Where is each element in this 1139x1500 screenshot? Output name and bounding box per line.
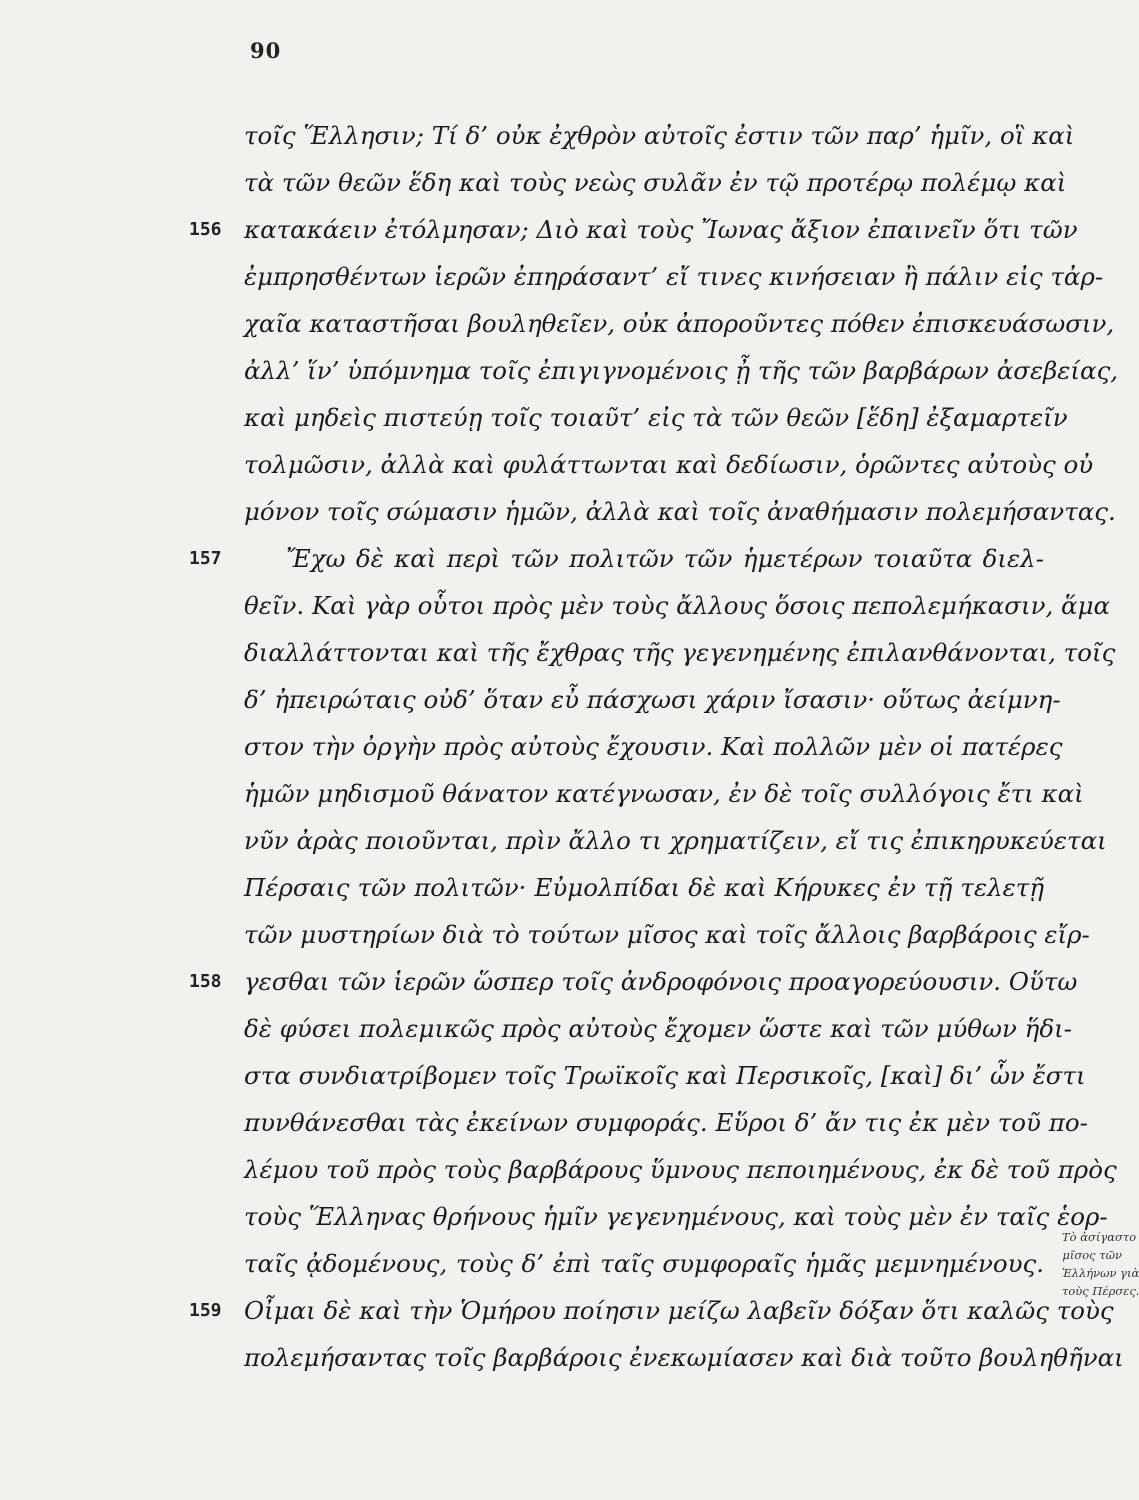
section-number [189, 1197, 235, 1237]
text-line: κατακάειν ἐτόλμησαν; Διὸ καὶ τοὺς Ἴωνας ἄξιον ἐπαινεῖν ὅτι τῶν [244, 215, 1078, 244]
section-number [189, 586, 235, 626]
text-line: ἀλλ’ ἵν’ ὑπόμνημα τοῖς ἐπιγιγνομένοις ᾖ τῆς τῶν βαρβάρων ἀσεβείας, [244, 356, 1119, 385]
text-line: πυνθάνεσθαι τὰς ἐκείνων συμφοράς. Εὕροι δ’ ἄν τις ἐκ μὲν τοῦ πο- [244, 1108, 1088, 1137]
text-line: νῦν ἀρὰς ποιοῦνται, πρὶν ἄλλο τι χρηματίζειν, εἴ τις ἐπικηρυκεύεται [244, 826, 1107, 855]
margin-note-line: Τὸ ἀσίγαστο [1062, 1230, 1137, 1244]
section-number: 156 [189, 219, 222, 240]
margin-note-line: μῖσος τῶν [1062, 1248, 1122, 1262]
section-number [189, 1150, 235, 1190]
section-number [189, 163, 235, 203]
text-line: δ’ ἠπειρώταις οὐδ’ ὅταν εὖ πάσχωσι χάριν ἴσασιν· οὕτως ἀείμνη- [244, 685, 1061, 714]
text-line: λέμου τοῦ πρὸς τοὺς βαρβάρους ὕμνους πεποιημένους, ἐκ δὲ τοῦ πρὸς [244, 1155, 1117, 1184]
section-number [189, 774, 235, 814]
text-line: Ἔχω δὲ καὶ περὶ τῶν πολιτῶν τῶν ἡμετέρων τοιαῦτα διελ- [286, 544, 1044, 573]
section-number [189, 257, 235, 297]
text-line: μόνον τοῖς σώμασιν ἡμῶν, ἀλλὰ καὶ τοῖς ἀναθήμασιν πολεμήσαντας. [244, 497, 1116, 526]
text-line: χαῖα καταστῆσαι βουληθεῖεν, οὐκ ἀποροῦντες πόθεν ἐπισκευάσωσιν, [244, 309, 1115, 338]
text-line: διαλλάττονται καὶ τῆς ἔχθρας τῆς γεγενημένης ἐπιλανθάνονται, τοῖς [244, 638, 1116, 667]
text-line: τοῖς Ἕλλησιν; Τί δ’ οὐκ ἐχθρὸν αὐτοῖς ἐστιν τῶν παρ’ ἡμῖν, οἳ καὶ [244, 121, 1075, 150]
section-number [189, 915, 235, 955]
margin-note-line: τοὺς Πέρσες. [1062, 1284, 1139, 1298]
text-line: Πέρσαις τῶν πολιτῶν· Εὐμολπίδαι δὲ καὶ Κήρυκες ἐν τῇ τελετῇ [244, 873, 1044, 902]
text-line: τῶν μυστηρίων διὰ τὸ τούτων μῖσος καὶ τοῖς ἄλλοις βαρβάροις εἴρ- [244, 920, 1090, 949]
text-line: στον τὴν ὀργὴν πρὸς αὐτοὺς ἔχουσιν. Καὶ πολλῶν μὲν οἱ πατέρες [244, 732, 1063, 761]
text-line: ταῖς ᾀδομένους, τοὺς δ’ ἐπὶ ταῖς συμφοραῖς ἡμᾶς μεμνημένους. [244, 1249, 1044, 1278]
section-number [189, 1056, 235, 1096]
text-line: γεσθαι τῶν ἱερῶν ὥσπερ τοῖς ἀνδροφόνοις προαγορεύουσιν. Οὕτω [244, 967, 1078, 996]
section-number [189, 1103, 235, 1143]
text-line: καὶ μηδεὶς πιστεύῃ τοῖς τοιαῦτ’ εἰς τὰ τῶν θεῶν [ἕδη] ἐξαμαρτεῖν [244, 403, 1068, 432]
section-number: 158 [189, 971, 222, 992]
text-line: πολεμήσαντας τοῖς βαρβάροις ἐνεκωμίασεν καὶ διὰ τοῦτο βουληθῆναι [244, 1343, 1124, 1372]
text-line: ἐμπρησθέντων ἱερῶν ἐπηράσαντ’ εἴ τινες κινήσειαν ἢ πάλιν εἰς τἀρ- [244, 262, 1104, 291]
margin-note-line: Ἑλλήνων γιὰ [1062, 1266, 1139, 1280]
text-line: τὰ τῶν θεῶν ἕδη καὶ τοὺς νεὼς συλᾶν ἐν τῷ προτέρῳ πολέμῳ καὶ [244, 168, 1067, 197]
margin-note [1062, 1228, 1139, 1300]
section-number [189, 304, 235, 344]
text-line: δὲ φύσει πολεμικῶς πρὸς αὐτοὺς ἔχομεν ὥστε καὶ τῶν μύθων ἥδι- [244, 1014, 1072, 1043]
section-number: 159 [189, 1300, 222, 1321]
section-number [189, 727, 235, 767]
section-number: 157 [189, 548, 222, 569]
section-number [189, 116, 235, 156]
section-number [189, 1338, 235, 1378]
section-number [189, 680, 235, 720]
text-line: θεῖν. Καὶ γὰρ οὗτοι πρὸς μὲν τοὺς ἄλλους ὅσοις πεπολεμήκασιν, ἅμα [244, 591, 1111, 620]
section-number [189, 445, 235, 485]
section-number [189, 868, 235, 908]
text-line: στα συνδιατρίβομεν τοῖς Τρωϊκοῖς καὶ Περσικοῖς, [καὶ] δι’ ὧν ἔστι [244, 1061, 1086, 1090]
section-number [189, 1244, 235, 1284]
page-number: 90 [250, 38, 282, 63]
section-number [189, 1009, 235, 1049]
section-number [189, 633, 235, 673]
text-line: ἡμῶν μηδισμοῦ θάνατον κατέγνωσαν, ἐν δὲ τοῖς συλλόγοις ἔτι καὶ [244, 779, 1084, 808]
text-line: Οἶμαι δὲ καὶ τὴν Ὁμήρου ποίησιν μείζω λαβεῖν δόξαν ὅτι καλῶς τοὺς [244, 1296, 1114, 1325]
text-line: τοὺς Ἕλληνας θρήνους ἡμῖν γεγενημένους, καὶ τοὺς μὲν ἐν ταῖς ἑορ- [244, 1202, 1108, 1231]
section-number [189, 821, 235, 861]
section-number [189, 398, 235, 438]
section-number [189, 492, 235, 532]
section-number [189, 351, 235, 391]
text-line: τολμῶσιν, ἀλλὰ καὶ φυλάττωνται καὶ δεδίωσιν, ὁρῶντες αὐτοὺς οὐ [244, 450, 1094, 479]
